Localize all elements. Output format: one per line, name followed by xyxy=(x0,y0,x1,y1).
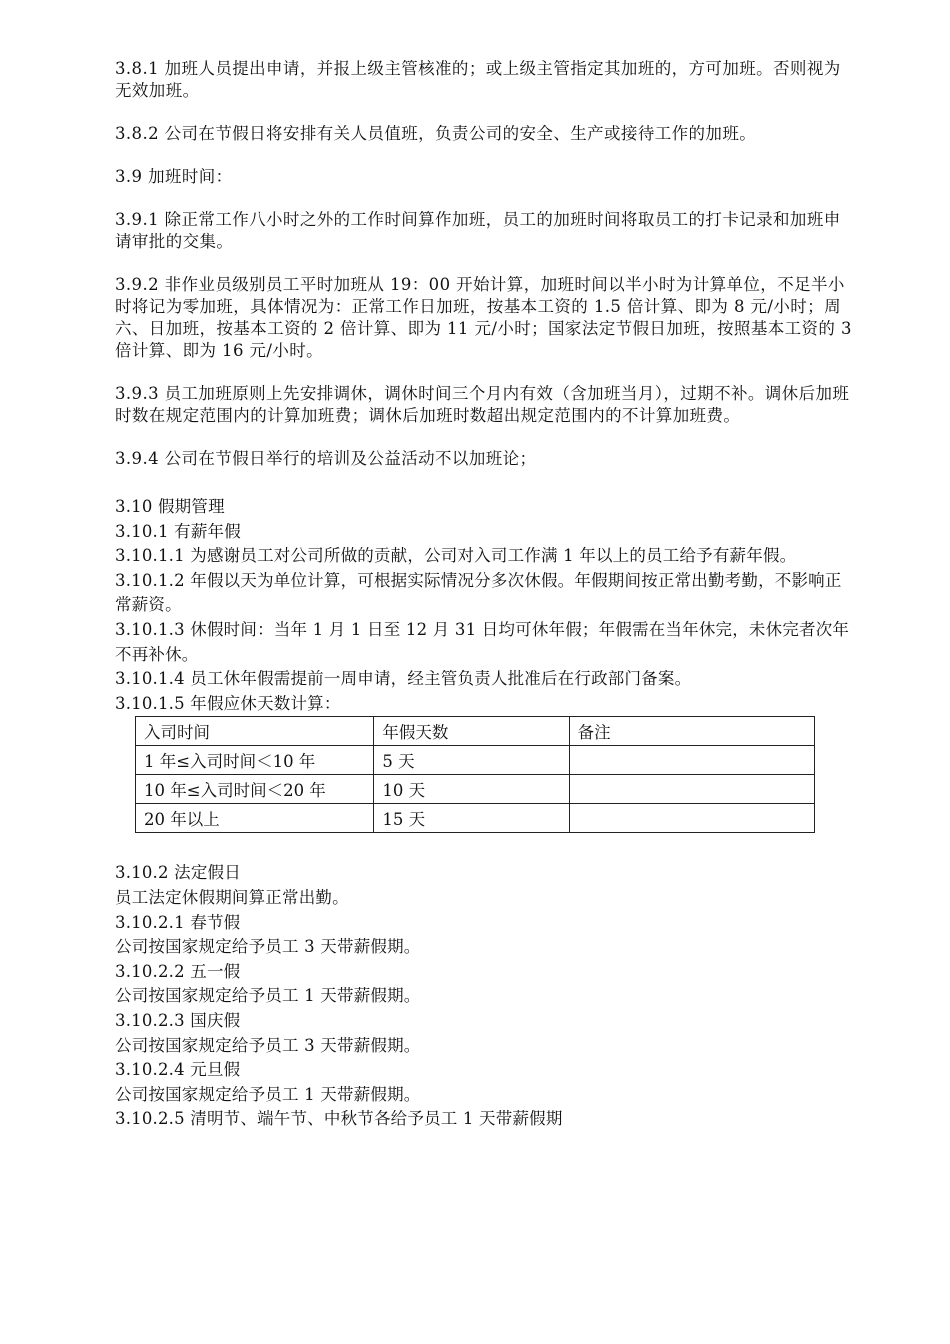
document-page xyxy=(115,58,855,1132)
table-cell xyxy=(569,746,814,775)
holiday-text: 公司按国家规定给予员工 1 天带薪假期。 xyxy=(115,986,421,1006)
para-3-9-4: 3.9.4 公司在节假日举行的培训及公益活动不以加班论； xyxy=(115,449,537,468)
table-cell: 10 年≤入司时间＜20 年 xyxy=(136,775,374,804)
statutory-holiday-section xyxy=(115,861,855,1132)
leave-section xyxy=(115,495,855,716)
para-3-10-2-5: 3.10.2.5 清明节、端午节、中秋节各给予员工 1 天带薪假期 xyxy=(115,1109,563,1129)
heading-3-10-1: 3.10.1 有薪年假 xyxy=(115,521,241,541)
annual-leave-table xyxy=(135,716,815,833)
heading-3-10-2-1: 3.10.2.1 春节假 xyxy=(115,912,241,932)
para-3-8-2: 3.8.2 公司在节假日将安排有关人员值班，负责公司的安全、生产或接待工作的加班。 xyxy=(115,124,757,143)
table-cell: 5 天 xyxy=(374,746,569,775)
heading-3-10-2: 3.10.2 法定假日 xyxy=(115,863,241,883)
heading-3-9: 3.9 加班时间： xyxy=(115,167,233,186)
table-cell: 1 年≤入司时间＜10 年 xyxy=(136,746,374,775)
heading-3-10-2-4: 3.10.2.4 元旦假 xyxy=(115,1060,241,1080)
header-cell-remarks: 备注 xyxy=(569,717,814,746)
table-row xyxy=(136,804,815,833)
table-row xyxy=(136,746,815,775)
table-cell xyxy=(569,775,814,804)
table-cell xyxy=(569,804,814,833)
para-3-10-1-1: 3.10.1.1 为感谢员工对公司所做的贡献，公司对入司工作满 1 年以上的员工给予有薪年假。 xyxy=(115,546,797,566)
table-cell: 20 年以上 xyxy=(136,804,374,833)
heading-3-10: 3.10 假期管理 xyxy=(115,497,225,516)
holiday-text: 公司按国家规定给予员工 1 天带薪假期。 xyxy=(115,1084,421,1104)
para-3-10-1-4: 3.10.1.4 员工休年假需提前一周申请，经主管负责人批准后在行政部门备案。 xyxy=(115,669,692,689)
table-cell: 10 天 xyxy=(374,775,569,804)
holiday-text: 公司按国家规定给予员工 3 天带薪假期。 xyxy=(115,937,421,957)
heading-3-10-2-3: 3.10.2.3 国庆假 xyxy=(115,1010,241,1030)
header-cell-leave-days: 年假天数 xyxy=(374,717,569,746)
para-3-10-1-3: 3.10.1.3 休假时间：当年 1 月 1 日至 12 月 31 日均可休年假；年假需在当年休完，未休完者次年不再补休。 xyxy=(115,619,850,664)
para-3-9-2: 3.9.2 非作业员级别员工平时加班从 19：00 开始计算，加班时间以半小时为计算单位，不足半小时将记为零加班，具体情况为：正常工作日加班，按基本工资的 1.5 倍计算、即为 8 元/小时；周六、日加班，按基本工资的 2 倍计算、即为 11 元/小时；国家法定节假日加班，按照基本工资的 3 倍计算、即为 16 元/小时。 xyxy=(115,275,852,360)
overtime-section xyxy=(115,58,855,470)
para-3-10-1-5: 3.10.1.5 年假应休天数计算： xyxy=(115,693,341,713)
holiday-text: 公司按国家规定给予员工 3 天带薪假期。 xyxy=(115,1035,421,1055)
table-header-row xyxy=(136,717,815,746)
para-3-10-1-2: 3.10.1.2 年假以天为单位计算，可根据实际情况分多次休假。年假期间按正常出勤考勤，不影响正常薪资。 xyxy=(115,570,842,615)
table-row xyxy=(136,775,815,804)
heading-3-10-2-2: 3.10.2.2 五一假 xyxy=(115,961,241,981)
header-cell-join-time: 入司时间 xyxy=(136,717,374,746)
para-3-9-3: 3.9.3 员工加班原则上先安排调休，调休时间三个月内有效（含加班当月），过期不补。调休后加班时数在规定范围内的计算加班费；调休后加班时数超出规定范围内的不计算加班费。 xyxy=(115,384,850,425)
para-3-9-1: 3.9.1 除正常工作八小时之外的工作时间算作加班，员工的加班时间将取员工的打卡记录和加班申请审批的交集。 xyxy=(115,210,841,251)
holiday-text: 员工法定休假期间算正常出勤。 xyxy=(115,887,349,907)
para-3-8-1: 3.8.1 加班人员提出申请，并报上级主管核准的；或上级主管指定其加班的，方可加班。否则视为无效加班。 xyxy=(115,59,841,100)
table-cell: 15 天 xyxy=(374,804,569,833)
